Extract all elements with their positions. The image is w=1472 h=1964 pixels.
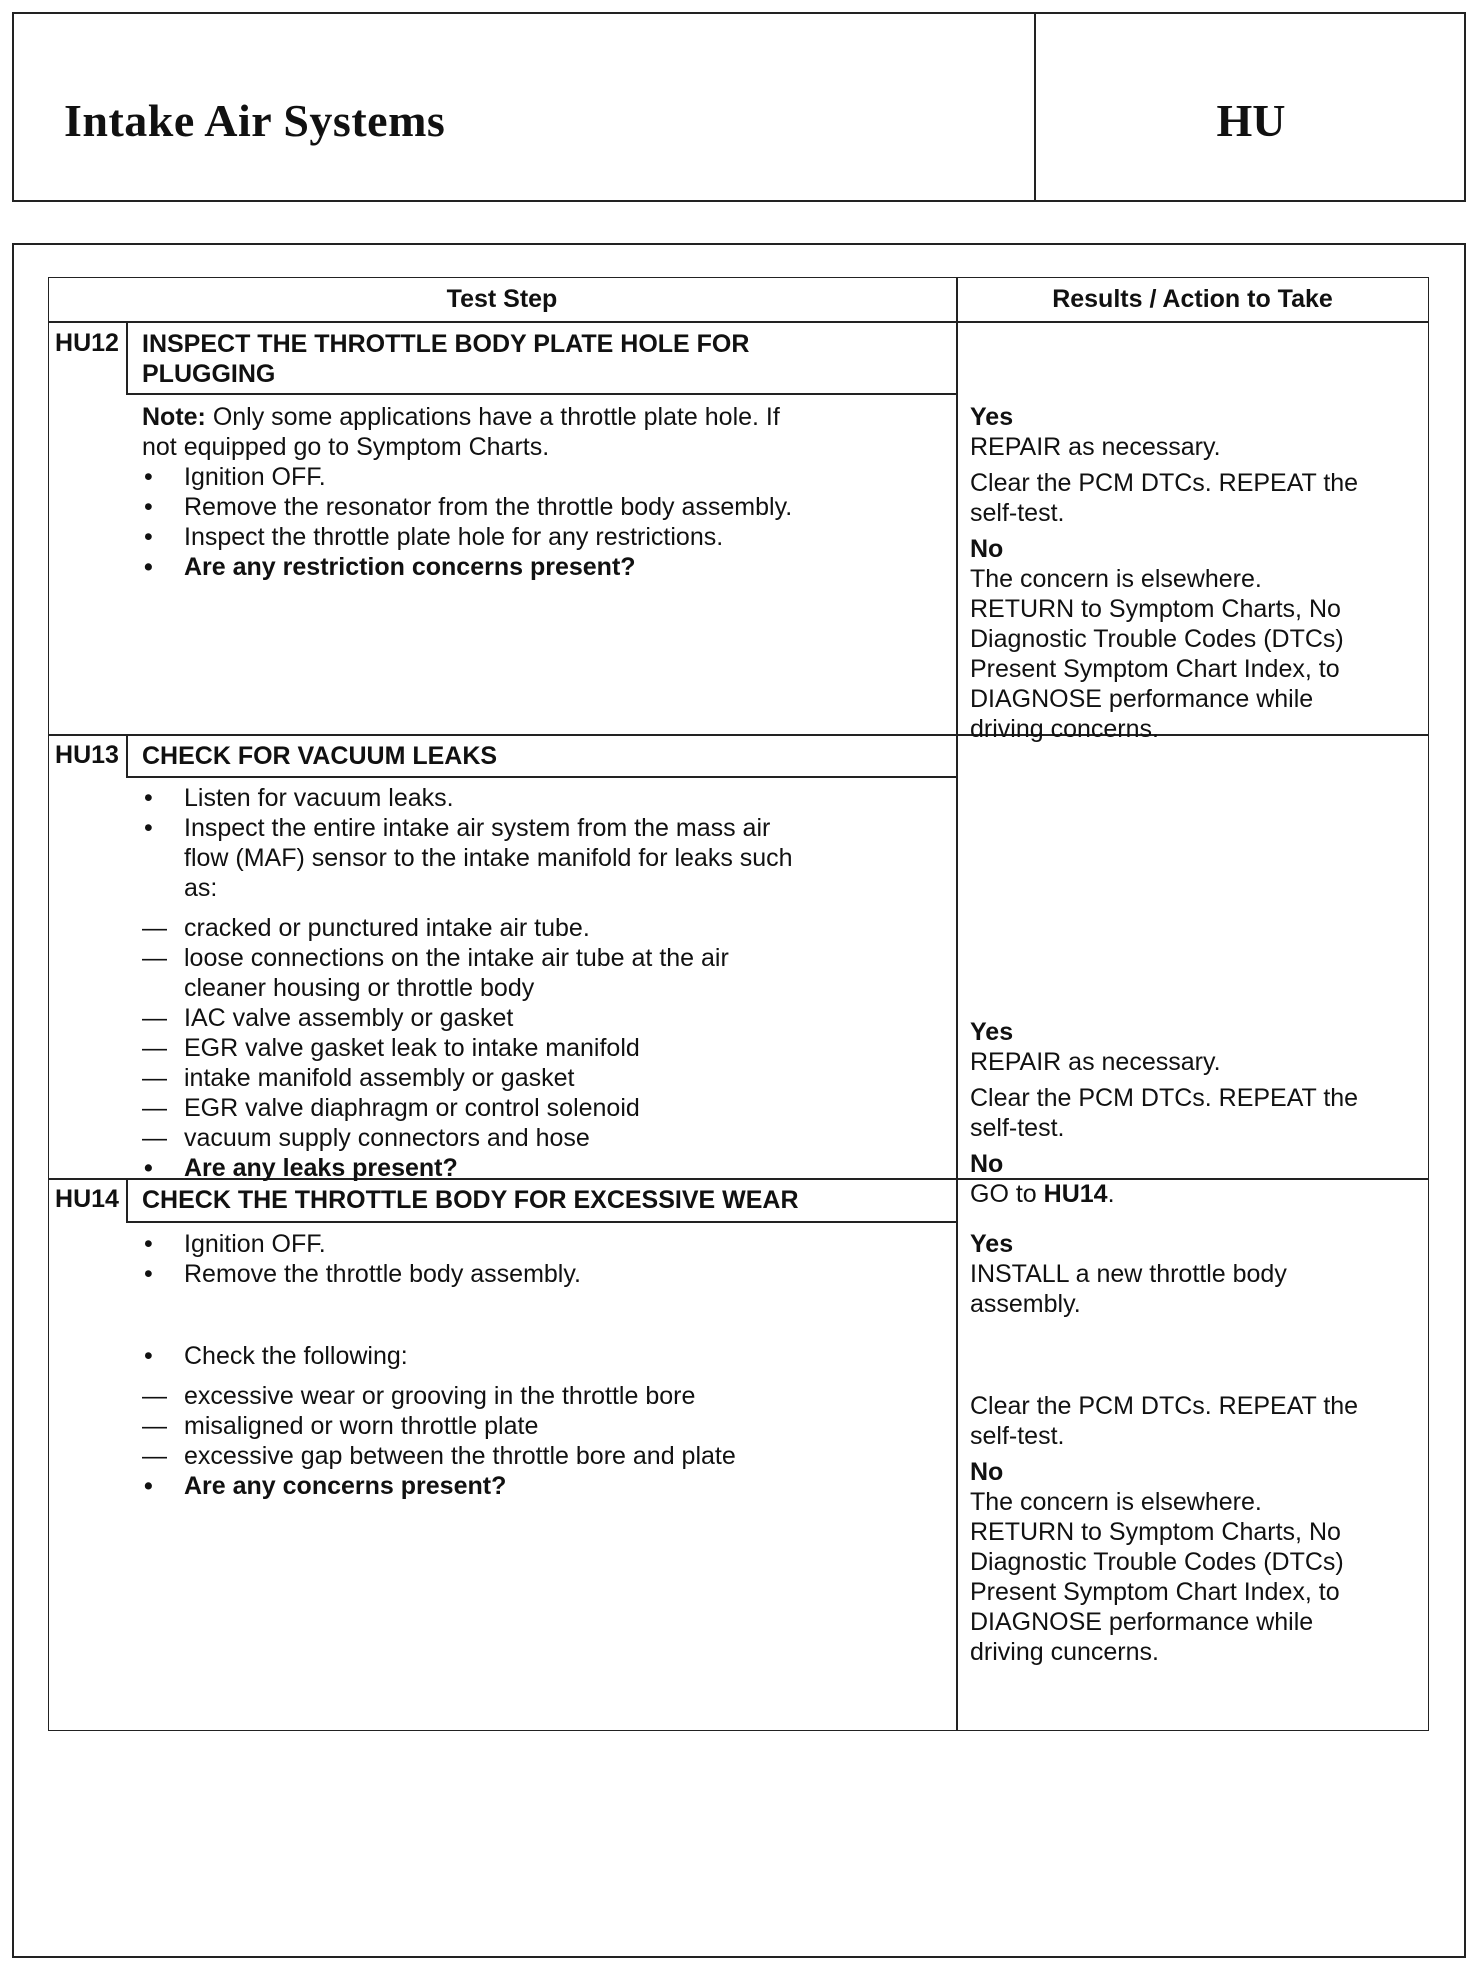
step-title-line: CHECK THE THROTTLE BODY FOR EXCESSIVE WEAR bbox=[142, 1186, 799, 1214]
dash-item: — excessive gap between the throttle bore and plate bbox=[142, 1442, 736, 1470]
result-line: Present Symptom Chart Index, to bbox=[970, 655, 1340, 683]
header-row-divider bbox=[48, 321, 1429, 323]
bullet-item: • Ignition OFF. bbox=[142, 1229, 942, 1259]
step-id-divider bbox=[126, 321, 128, 393]
question-item: • Are any restriction concerns present? bbox=[142, 552, 942, 582]
results-cell bbox=[970, 1229, 1425, 1667]
step-title bbox=[142, 1185, 902, 1215]
result-line: INSTALL a new throttle body bbox=[970, 1260, 1287, 1288]
result-line: RETURN to Symptom Charts, No bbox=[970, 595, 1341, 623]
dash-item: — intake manifold assembly or gasket bbox=[142, 1064, 575, 1092]
result-line: Clear the PCM DTCs. REPEAT the bbox=[970, 1084, 1359, 1112]
result-line: driving concerns. bbox=[970, 715, 1159, 743]
dash-glyph: — bbox=[142, 1034, 167, 1062]
yes-label: Yes bbox=[970, 403, 1014, 431]
result-line: The concern is elsewhere. bbox=[970, 1488, 1262, 1516]
dash-item: — misaligned or worn throttle plate bbox=[142, 1412, 539, 1440]
dash-continuation: cleaner housing or throttle body bbox=[184, 974, 535, 1002]
step-title bbox=[142, 329, 902, 389]
dash-glyph: — bbox=[142, 1412, 167, 1440]
bullet-item: • Inspect the throttle plate hole for any restrictions. bbox=[142, 522, 942, 552]
step-id-divider bbox=[126, 734, 128, 776]
dash-item: — cracked or punctured intake air tube. bbox=[142, 914, 590, 942]
dash-item: — IAC valve assembly or gasket bbox=[142, 1004, 514, 1032]
note-line bbox=[142, 402, 942, 432]
step-title-underline bbox=[126, 1221, 956, 1223]
step-instructions bbox=[142, 402, 942, 582]
dash-glyph: — bbox=[142, 1382, 167, 1410]
dash-item: — vacuum supply connectors and hose bbox=[142, 1124, 590, 1152]
result-line: assembly. bbox=[970, 1290, 1081, 1318]
note-text: Only some applications have a throttle plate hole. If bbox=[205, 403, 780, 431]
dash-glyph: — bbox=[142, 914, 167, 942]
result-line: REPAIR as necessary. bbox=[970, 1048, 1221, 1076]
result-line: Clear the PCM DTCs. REPEAT the bbox=[970, 1392, 1359, 1420]
bullet-continuation: flow (MAF) sensor to the intake manifold for leaks such bbox=[184, 844, 793, 872]
section-code: HU bbox=[1216, 95, 1286, 146]
goto-line: GO to HU14. bbox=[970, 1180, 1115, 1208]
dash-glyph: — bbox=[142, 1442, 167, 1470]
bullet-item: • Inspect the entire intake air system from the mass air bbox=[142, 813, 942, 843]
result-line: RETURN to Symptom Charts, No bbox=[970, 1518, 1341, 1546]
step-title bbox=[142, 741, 902, 771]
no-label: No bbox=[970, 535, 1004, 563]
result-line: self-test. bbox=[970, 1422, 1065, 1450]
result-line: Diagnostic Trouble Codes (DTCs) bbox=[970, 625, 1344, 653]
step-title-underline bbox=[126, 393, 956, 395]
no-label: No bbox=[970, 1150, 1004, 1178]
result-line: Diagnostic Trouble Codes (DTCs) bbox=[970, 1548, 1344, 1576]
question-item: • Are any concerns present? bbox=[142, 1471, 942, 1501]
dash-glyph: — bbox=[142, 944, 167, 972]
question-item: • Are any leaks present? bbox=[142, 1153, 942, 1183]
no-label: No bbox=[970, 1458, 1004, 1486]
step-id: HU12 bbox=[55, 329, 119, 357]
column-divider bbox=[956, 277, 958, 1731]
bullet-item: • Remove the resonator from the throttle body assembly. bbox=[142, 492, 942, 522]
page-header bbox=[12, 12, 1466, 202]
dash-item: — EGR valve gasket leak to intake manifold bbox=[142, 1034, 640, 1062]
column-header-test-step: Test Step bbox=[446, 285, 558, 313]
dash-glyph: — bbox=[142, 1094, 167, 1122]
result-line: Clear the PCM DTCs. REPEAT the bbox=[970, 469, 1359, 497]
yes-label: Yes bbox=[970, 1018, 1014, 1046]
step-id: HU13 bbox=[55, 741, 119, 769]
result-line: The concern is elsewhere. bbox=[970, 565, 1262, 593]
goto-step-ref: HU14 bbox=[1043, 1180, 1108, 1208]
step-title-line: INSPECT THE THROTTLE BODY PLATE HOLE FOR bbox=[142, 330, 750, 358]
results-cell bbox=[970, 402, 1425, 744]
bullet-item: • Check the following: bbox=[142, 1341, 942, 1371]
step-title-line: PLUGGING bbox=[142, 360, 276, 388]
step-title-underline bbox=[126, 776, 956, 778]
bullet-item: • Ignition OFF. bbox=[142, 462, 942, 492]
bullet-continuation: as: bbox=[184, 874, 218, 902]
dash-item: — EGR valve diaphragm or control solenoid bbox=[142, 1094, 640, 1122]
dash-item: — loose connections on the intake air tube at the air bbox=[142, 944, 729, 972]
dash-glyph: — bbox=[142, 1004, 167, 1032]
column-header-results: Results / Action to Take bbox=[1052, 285, 1333, 313]
bullet-item: • Listen for vacuum leaks. bbox=[142, 783, 942, 813]
step-id: HU14 bbox=[55, 1185, 119, 1213]
result-line: self-test. bbox=[970, 499, 1065, 527]
step-instructions bbox=[142, 1229, 942, 1501]
bullet-item: • Remove the throttle body assembly. bbox=[142, 1259, 942, 1289]
result-line: REPAIR as necessary. bbox=[970, 433, 1221, 461]
result-line: self-test. bbox=[970, 1114, 1065, 1142]
dash-glyph: — bbox=[142, 1064, 167, 1092]
note-line: not equipped go to Symptom Charts. bbox=[142, 433, 550, 461]
dash-item: — excessive wear or grooving in the throttle bore bbox=[142, 1382, 696, 1410]
step-title-line: CHECK FOR VACUUM LEAKS bbox=[142, 742, 498, 770]
result-line: DIAGNOSE performance while bbox=[970, 1608, 1314, 1636]
step-instructions bbox=[142, 783, 942, 1183]
step-id-divider bbox=[126, 1178, 128, 1221]
yes-label: Yes bbox=[970, 1230, 1014, 1258]
note-label: Note: bbox=[142, 403, 206, 431]
dash-glyph: — bbox=[142, 1124, 167, 1152]
result-line: DIAGNOSE performance while bbox=[970, 685, 1314, 713]
test-step-table bbox=[48, 277, 1429, 1731]
result-line: driving cuncerns. bbox=[970, 1638, 1159, 1666]
results-cell bbox=[970, 1017, 1425, 1209]
result-line: Present Symptom Chart Index, to bbox=[970, 1578, 1340, 1606]
section-title: Intake Air Systems bbox=[64, 95, 446, 146]
